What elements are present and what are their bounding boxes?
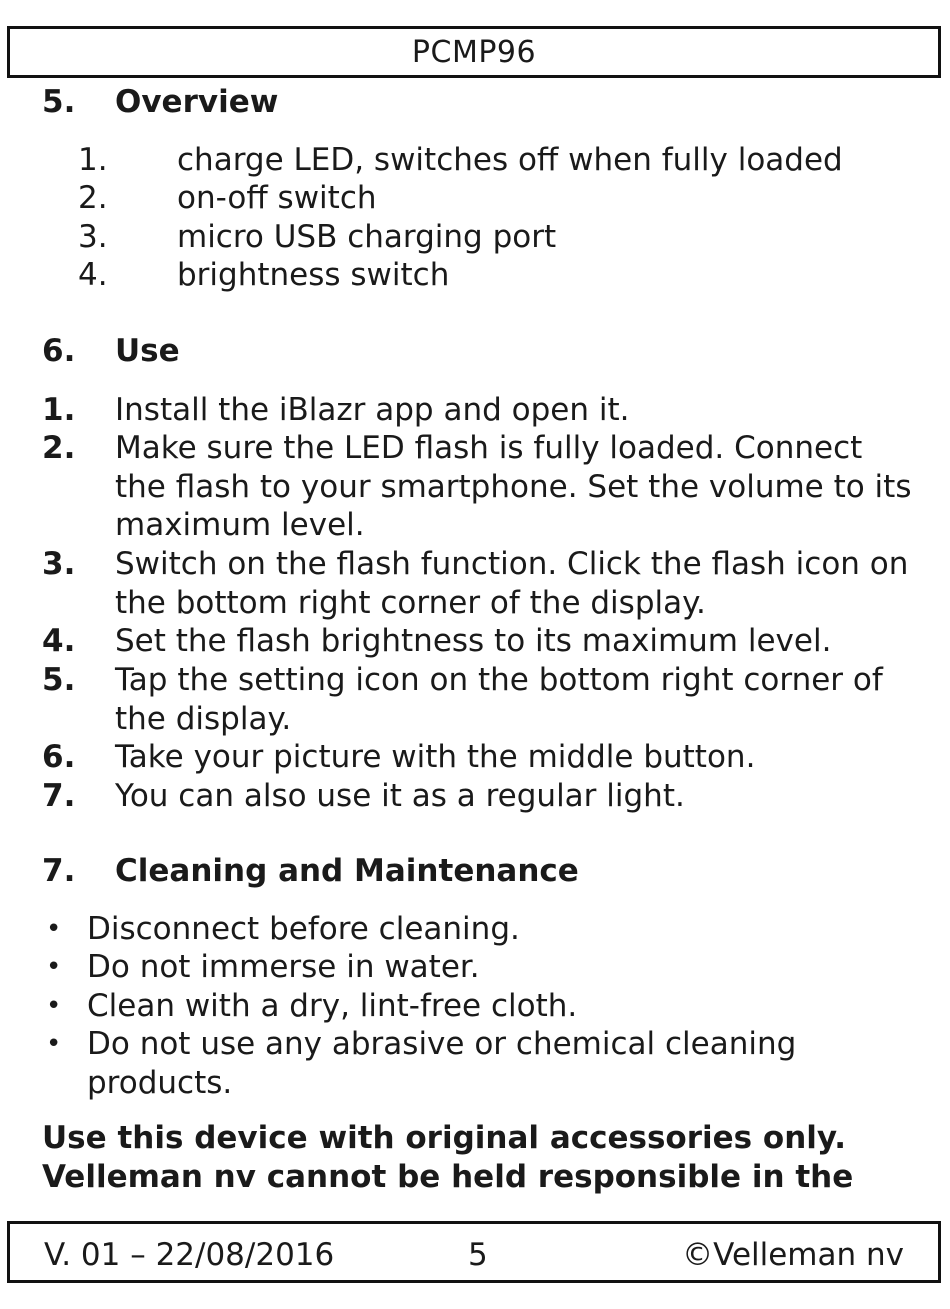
step-text: Install the iBlazr app and open it.	[115, 392, 630, 428]
section-heading-overview	[42, 84, 278, 120]
list-item	[78, 180, 377, 216]
list-item	[78, 142, 843, 178]
notice-paragraph: Use this device with original accessories only. Velleman nv cannot be held responsible in the	[42, 1120, 854, 1195]
bullet-item	[42, 987, 922, 1026]
section-heading-use	[42, 333, 180, 369]
step-item	[42, 545, 922, 622]
footer-version: V. 01 – 22/08/2016	[44, 1237, 335, 1273]
item-number: 2.	[78, 180, 108, 216]
item-number: 1.	[78, 142, 108, 178]
item-text: charge LED, switches off when fully loaded	[177, 142, 843, 178]
page-footer	[7, 1221, 941, 1283]
step-number: 7.	[42, 778, 76, 814]
item-number: 3.	[78, 219, 108, 255]
step-text: Set the flash brightness to its maximum level.	[115, 623, 832, 659]
document-title: PCMP96	[411, 34, 537, 70]
section-number: 7.	[42, 853, 76, 889]
step-text: Switch on the flash function. Click the flash icon on the bottom right corner of the display.	[115, 546, 909, 621]
step-item	[42, 738, 922, 777]
bullet-text: Disconnect before cleaning.	[87, 911, 520, 947]
step-number: 1.	[42, 392, 76, 428]
bullet-icon: •	[46, 914, 62, 944]
step-text: Make sure the LED flash is fully loaded. Connect the flash to your smartphone. Set the volume to its maximum level.	[115, 430, 912, 544]
step-item	[42, 661, 922, 738]
bullet-item	[42, 910, 922, 949]
bullet-text: Do not immerse in water.	[87, 949, 480, 985]
step-text: You can also use it as a regular light.	[115, 778, 685, 814]
section-title: Overview	[115, 84, 279, 120]
section-heading-cleaning	[42, 853, 579, 889]
bullet-item	[42, 1025, 922, 1102]
step-item	[42, 391, 922, 430]
item-number: 4.	[78, 257, 108, 293]
bullet-icon: •	[46, 1029, 62, 1059]
step-number: 4.	[42, 623, 76, 659]
step-item	[42, 777, 922, 816]
bullet-text: Clean with a dry, lint-free cloth.	[87, 988, 578, 1024]
section-number: 6.	[42, 333, 76, 369]
page-number: 5	[468, 1237, 488, 1273]
item-text: brightness switch	[177, 257, 450, 293]
item-text: on-off switch	[177, 180, 377, 216]
step-number: 5.	[42, 662, 76, 698]
bullet-icon: •	[46, 991, 62, 1021]
step-item	[42, 622, 922, 661]
step-item	[42, 429, 922, 545]
step-number: 3.	[42, 546, 76, 582]
step-number: 2.	[42, 430, 76, 466]
step-number: 6.	[42, 739, 76, 775]
section-number: 5.	[42, 84, 76, 120]
item-text: micro USB charging port	[177, 219, 557, 255]
section-title: Cleaning and Maintenance	[115, 853, 579, 889]
bullet-text: Do not use any abrasive or chemical cleaning products.	[87, 1026, 797, 1101]
footer-copyright: ©Velleman nv	[682, 1237, 904, 1273]
bullet-icon: •	[46, 952, 62, 982]
list-item	[78, 219, 556, 255]
section-title: Use	[115, 333, 180, 369]
step-text: Take your picture with the middle button.	[115, 739, 756, 775]
step-text: Tap the setting icon on the bottom right corner of the display.	[115, 662, 883, 737]
bullet-item	[42, 948, 922, 987]
list-item	[78, 257, 449, 293]
page-header	[7, 26, 941, 78]
